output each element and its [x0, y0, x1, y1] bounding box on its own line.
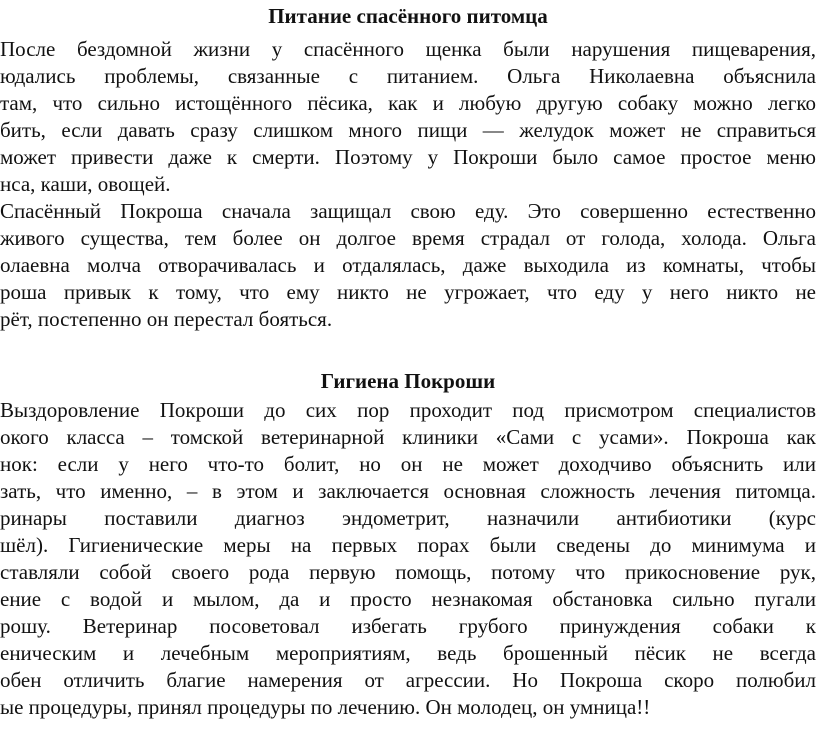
paragraph-line: бить, если давать сразу слишком много пищи — желудок может не справиться	[0, 118, 816, 142]
paragraph-line: рёт, постепенно он перестал бояться.	[0, 307, 333, 331]
paragraph-line: роша привык к тому, что ему никто не угрожает, что еду у него никто не	[0, 280, 816, 304]
paragraph-line: еническим и лечебным мероприятиям, ведь брошенный пёсик не всегда	[0, 641, 816, 665]
paragraph-line: юдались проблемы, связанные с питанием. Ольга Николаевна объяснила	[0, 64, 816, 88]
paragraph-line: Выздоровление Покроши до сих пор проходит под присмотром специалистов	[0, 398, 816, 422]
paragraph-line: окого класса – томской ветеринарной клиники «Сами с усами». Покроша как	[0, 425, 816, 449]
paragraph-line: рошу. Ветеринар посоветовал избегать грубого принуждения собаки к	[0, 614, 816, 638]
paragraph-line: может привести даже к смерти. Поэтому у Покроши было самое простое меню	[0, 145, 816, 169]
paragraph-line: зать, что именно, – в этом и заключается основная сложность лечения питомца.	[0, 479, 816, 503]
paragraph-line: живого существа, тем более он долгое время страдал от голода, холода. Ольга	[0, 226, 816, 250]
section-title-nutrition: Питание спасённого питомца	[268, 4, 548, 28]
paragraph-line: там, что сильно истощённого пёсика, как и любую другую собаку можно легко	[0, 91, 816, 115]
paragraph-line: После бездомной жизни у спасённого щенка были нарушения пищеварения,	[0, 37, 816, 61]
paragraph-line: обен отличить благие намерения от агрессии. Но Покроша скоро полюбил	[0, 668, 816, 692]
section-title-hygiene: Гигиена Покроши	[320, 369, 496, 393]
paragraph-line: ые процедуры, принял процедуры по лечению. Он молодец, он умница!!	[0, 695, 651, 719]
paragraph-line: ринары поставили диагноз эндометрит, назначили антибиотики (курс	[0, 506, 816, 530]
paragraph-line: нок: если у него что-то болит, но он не может доходчиво объяснить или	[0, 452, 816, 476]
paragraph-line: Спасённый Покроша сначала защищал свою еду. Это совершенно естественно	[0, 199, 816, 223]
paragraph-line: ставляли собой своего рода первую помощь, потому что прикосновение рук,	[0, 560, 816, 584]
paragraph-line: олаевна молча отворачивалась и отдалялась, даже выходила из комнаты, чтобы	[0, 253, 816, 277]
paragraph-line: ение с водой и мылом, да и просто незнакомая обстановка сильно пугали	[0, 587, 816, 611]
paragraph-line: шёл). Гигиенические меры на первых порах были сведены до минимума и	[0, 533, 816, 557]
paragraph-line: нса, каши, овощей.	[0, 172, 171, 196]
